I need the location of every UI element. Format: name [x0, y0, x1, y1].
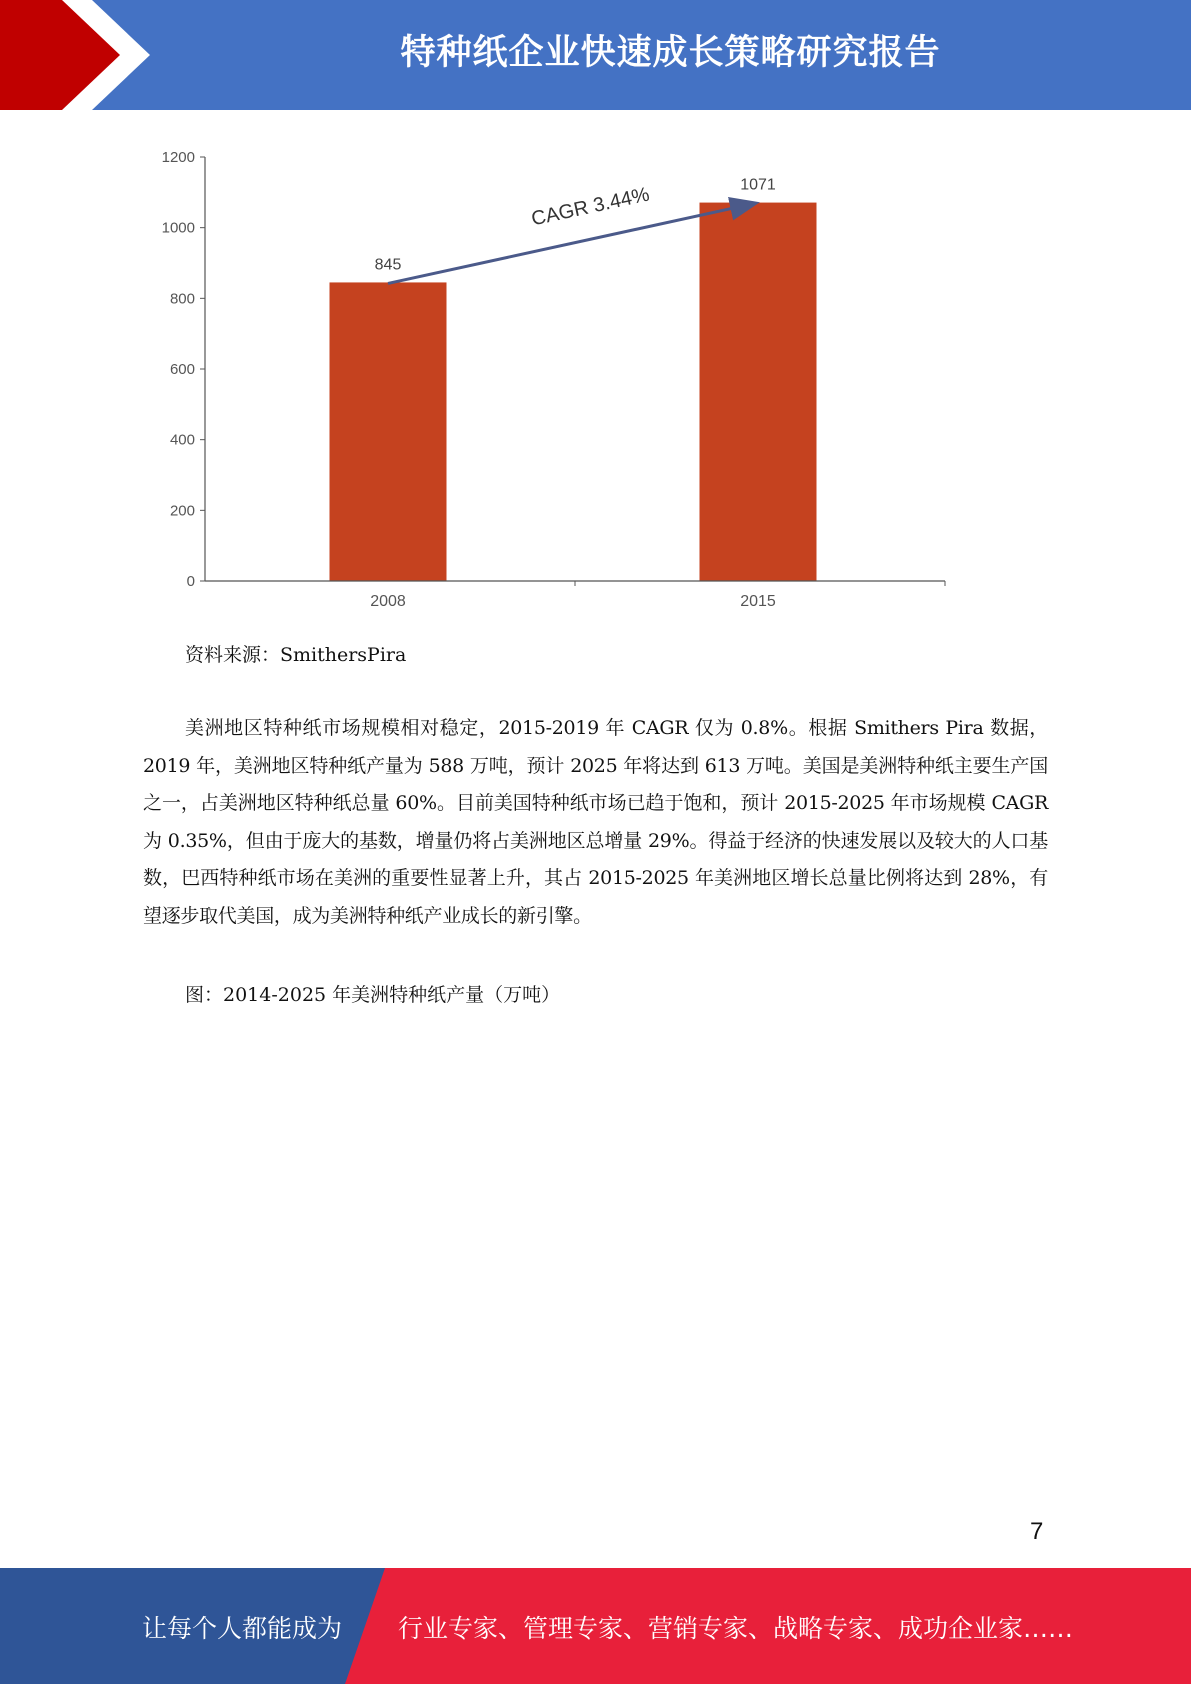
- bar-2008: [330, 282, 447, 581]
- bar-chart: [140, 140, 960, 620]
- bar-2015: [700, 203, 817, 581]
- y-tick-label: 400: [169, 431, 195, 449]
- footer-slogan-right: 行业专家、管理专家、营销专家、战略专家、成功企业家……: [398, 1614, 1074, 1643]
- figure-caption: 图：2014-2025 年美洲特种纸产量（万吨）: [185, 984, 561, 1006]
- x-tick-label-2015: 2015: [740, 593, 776, 610]
- data-label-2015: 1071: [740, 176, 776, 194]
- page-header: [0, 0, 1191, 110]
- page-footer: [0, 1568, 1191, 1684]
- bar-chart-svg: [140, 140, 960, 620]
- report-title: 特种纸企业快速成长策略研究报告: [400, 33, 941, 73]
- cagr-annotation: CAGR 3.44%: [529, 183, 652, 231]
- y-tick-label: 600: [169, 361, 195, 378]
- page-number: 7: [1030, 1518, 1044, 1545]
- y-tick-label: 800: [169, 290, 195, 308]
- y-tick-label: 0: [186, 573, 195, 590]
- y-tick-label: 1000: [161, 219, 195, 237]
- footer-slogan-left: 让每个人都能成为: [142, 1614, 343, 1643]
- chart-source: 资料来源：SmithersPira: [185, 644, 407, 666]
- body-paragraph: 美洲地区特种纸市场规模相对稳定，2015-2019 年 CAGR 仅为 0.8%。根据 Smithers Pira 数据，2019 年，美洲地区特种纸产量为 588 万吨，预计 2025 年将达到 613 万吨。美国是美洲特种纸主要生产国之一，占美洲地区特种纸总量 60%。目前美国特种纸市场已趋于饱和，预计 2015-2025 年市场规模 CAGR 为 0.35%，但由于庞大的基数，增量仍将占美洲地区总增量 29%。得益于经济的快速发展以及较大的人口基数，巴西特种纸市场在美洲的重要性显著上升，其占 2015-2025 年美洲地区增长总量比例将达到 28%，有望逐步取代美国，成为美洲特种纸产业成长的新引擎。: [143, 717, 1048, 927]
- header-chevron-decoration: [0, 0, 160, 110]
- x-tick-label-2008: 2008: [370, 593, 406, 610]
- data-label-2008: 845: [374, 256, 402, 274]
- y-tick-label: 1200: [161, 149, 195, 166]
- y-tick-label: 200: [169, 502, 195, 520]
